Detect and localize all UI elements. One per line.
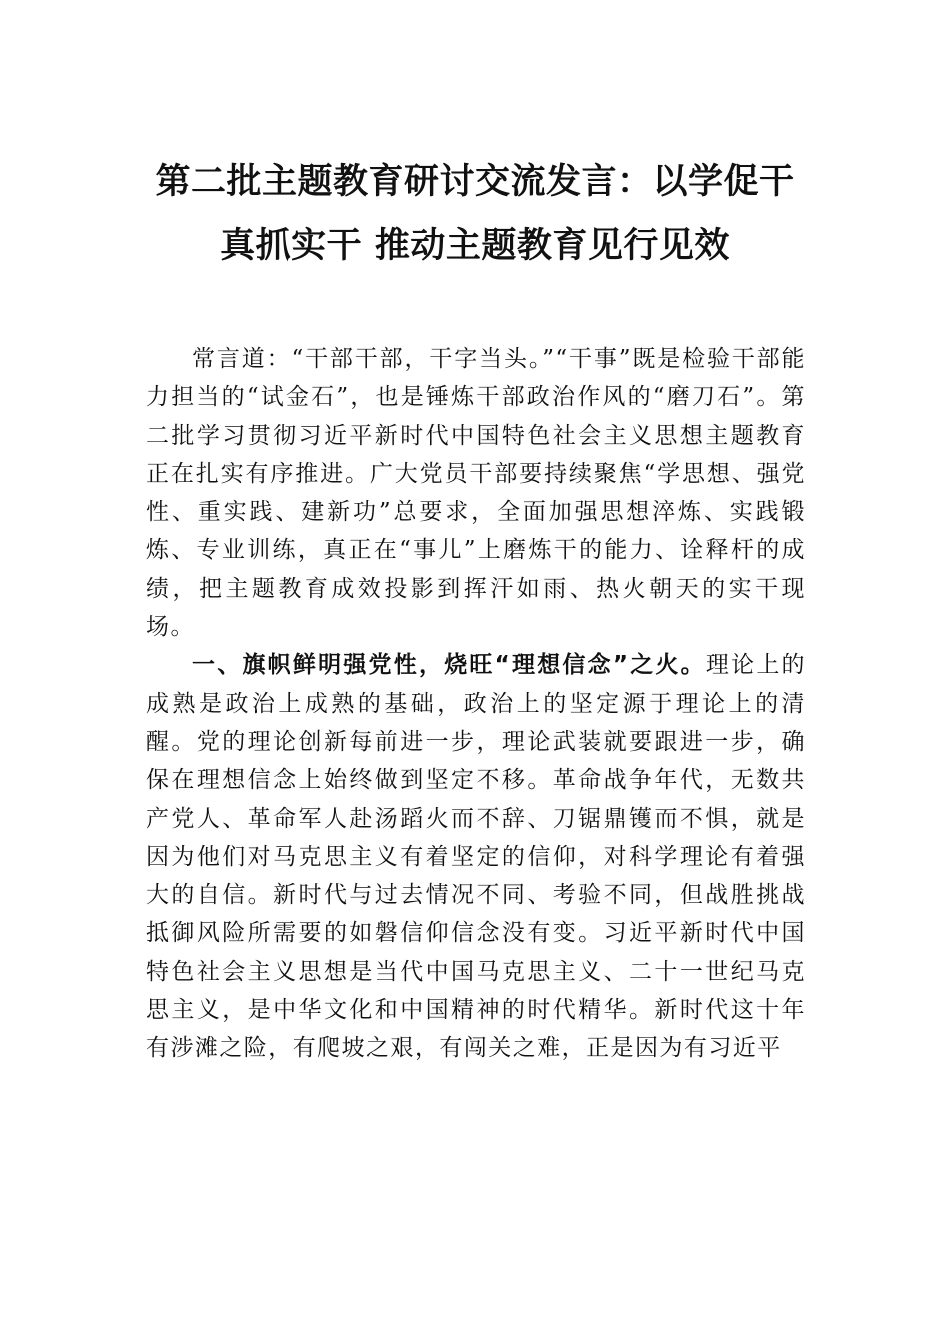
paragraph-text: 常言道：“干部干部，干字当头。”“干事”既是检验干部能力担当的“试金石”，也是锤炼干部政治作风的“磨刀石”。第二批学习贯彻习近平新时代中国特色社会主义思想主题教育正在扎实有序推进。广大党员干部要持续聚焦“学思想、强党性、重实践、建新功”总要求，全面加强思想淬炼、实践锻炼、专业训练，真正在“事儿”上磨炼干的能力、诠释杆的成绩，把主题教育成效投影到挥汗如雨、热火朝天的实干现场。 xyxy=(146,346,806,641)
section-heading: 一、旗帜鲜明强党性，烧旺“理想信念”之火。 xyxy=(192,652,706,679)
document-title xyxy=(140,150,810,278)
document-body xyxy=(146,340,806,1068)
title-line-2: 真抓实干 推动主题教育见行见效 xyxy=(220,226,730,266)
paragraph-intro xyxy=(146,340,806,646)
paragraph-section-1 xyxy=(146,646,806,1067)
paragraph-text: 理论上的成熟是政治上成熟的基础，政治上的坚定源于理论上的清醒。党的理论创新每前进一步，理论武装就要跟进一步，确保在理想信念上始终做到坚定不移。革命战争年代，无数共产党人、革命军人赴汤蹈火而不辞、刀锯鼎镬而不惧，就是因为他们对马克思主义有着坚定的信仰，对科学理论有着强大的自信。新时代与过去情况不同、考验不同，但战胜挑战抵御风险所需要的如磐信仰信念没有变。习近平新时代中国特色社会主义思想是当代中国马克思主义、二十一世纪马克思主义，是中华文化和中国精神的时代精华。新时代这十年有涉滩之险，有爬坡之艰，有闯关之难，正是因为有习近平 xyxy=(146,652,806,1062)
title-line-1: 第二批主题教育研讨交流发言：以学促干 xyxy=(155,162,795,202)
